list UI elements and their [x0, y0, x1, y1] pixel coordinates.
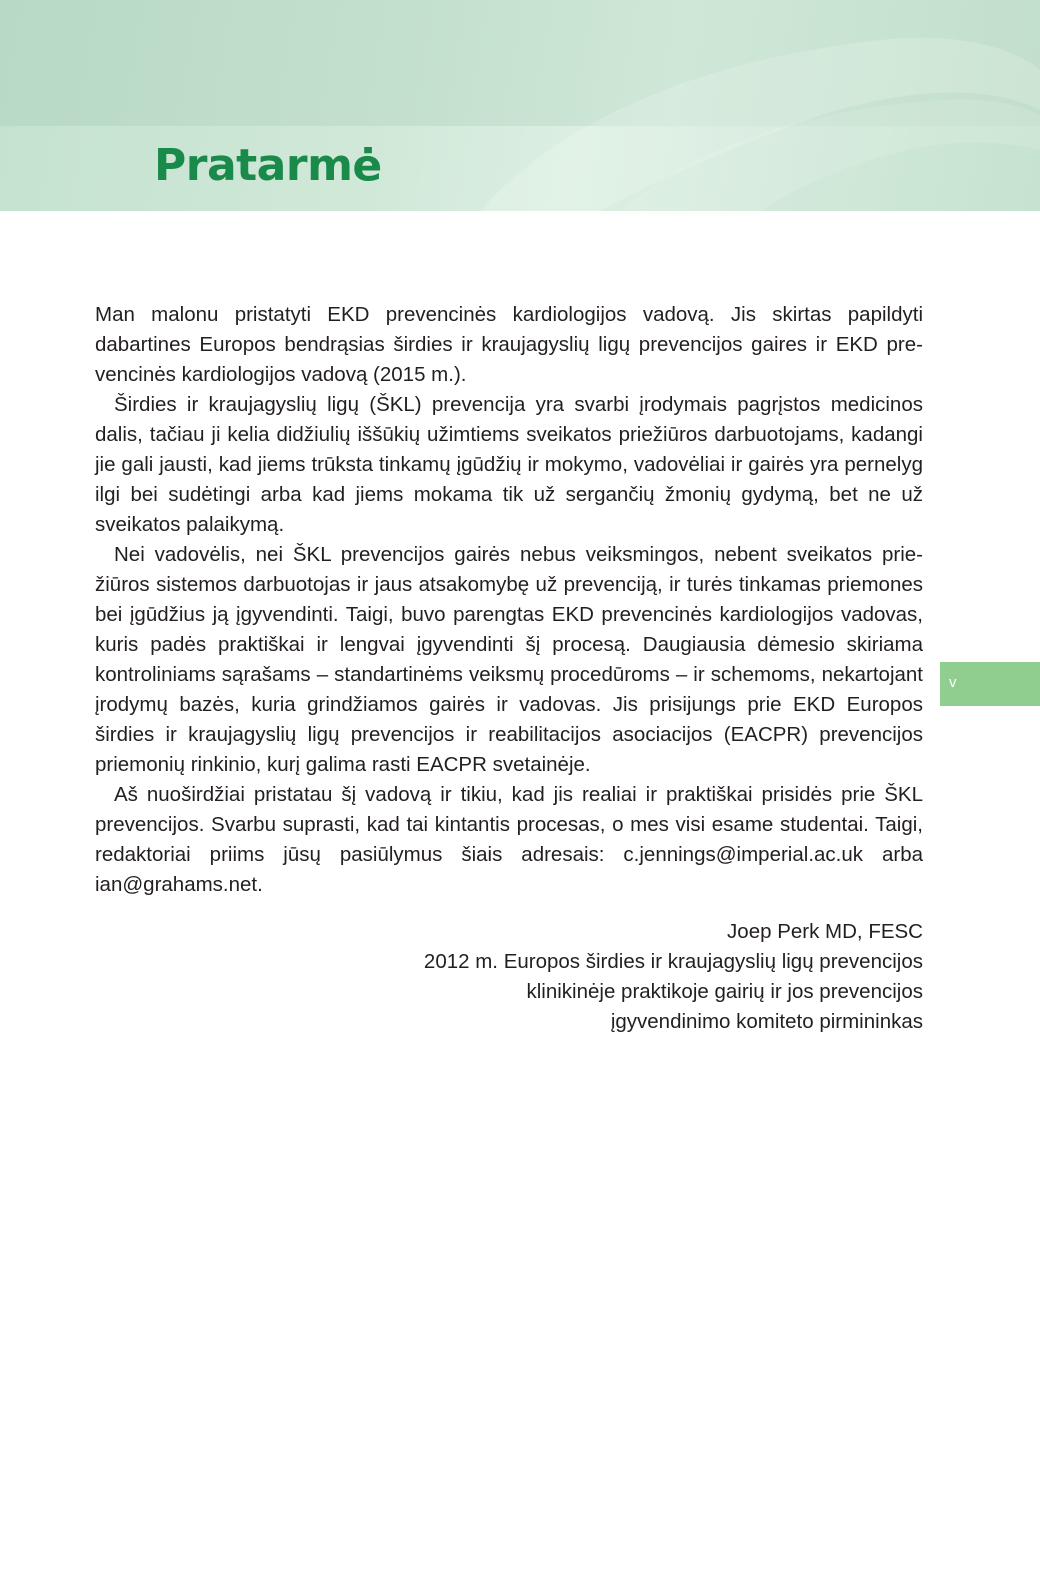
paragraph: Aš nuoširdžiai pristatau šį vadovą ir tikiu, kad jis realiai ir praktiškai prisidės prie ŠKL prevencijos. Svarbu suprasti, kad tai kintantis procesas, o mes visi esame studentai. Taigi, redaktoriai priims jūsų pasiūlymus šiais adresais: c.jennings@imperial.ac.uk arba ian@grahams.net.: [95, 783, 923, 896]
header-background: [0, 0, 1040, 126]
body-text: [95, 300, 923, 900]
page-title: Pratarmė: [154, 140, 382, 191]
page-number-tab: [940, 662, 1040, 706]
signature-role-line: įgyvendinimo komiteto pirmininkas: [610, 1010, 923, 1033]
signature-role-line: 2012 m. Europos širdies ir kraujagyslių ligų prevencijos: [423, 950, 923, 973]
paragraph: Man malonu pristatyti EKD prevencinės kardiologijos vadovą. Jis skirtas papildyti dabartines Europos bendrąsias širdies ir kraujagyslių ligų prevencijos gaires ir EKD prevencinės kardiologijos vadovą (2015 m.).: [95, 303, 923, 386]
page-number: v: [949, 674, 957, 691]
signature-name: Joep Perk MD, FESC: [727, 920, 923, 943]
signature-block: [300, 917, 923, 1037]
paragraph: Širdies ir kraujagyslių ligų (ŠKL) prevencija yra svarbi įrodymais pagrįstos medicinos dalis, tačiau ji kelia didžiulių iššūkių užimtiems sveikatos priežiūros darbuotojams, kadangi jie gali jausti, kad jiems trūksta tinkamų įgūdžių ir mokymo, vadovėliai ir gairės yra pernelyg ilgi bei sudėtingi arba kad jiems mokama tik už sergančių žmonių gydymą, bet ne už sveikatos palaikymą.: [95, 393, 923, 536]
signature-role-line: klinikinėje praktikoje gairių ir jos prevencijos: [526, 980, 923, 1003]
paragraph: Nei vadovėlis, nei ŠKL prevencijos gairės nebus veiksmingos, nebent sveikatos priežiūros sistemos darbuotojas ir jaus atsakomybę už prevenciją, ir turės tinkamas priemones bei įgūdžius ją įgyvendinti. Taigi, buvo parengtas EKD prevencinės kardiologijos vadovas, kuris padės praktiškai ir lengvai įgyvendinti šį procesą. Daugiausia dėmesio skiriama kontroliniams sąrašams – standartinėms veiksmų procedūroms – ir schemoms, nekartojant įrodymų bazės, kuria grindžiamos gairės ir vadovas. Jis prisijungs prie EKD Europos širdies ir kraujagyslių ligų prevencijos ir reabilitacijos asociacijos (EACPR) prevencijos priemonių rinkinio, kurį galima rasti EACPR svetainėje.: [95, 543, 923, 776]
